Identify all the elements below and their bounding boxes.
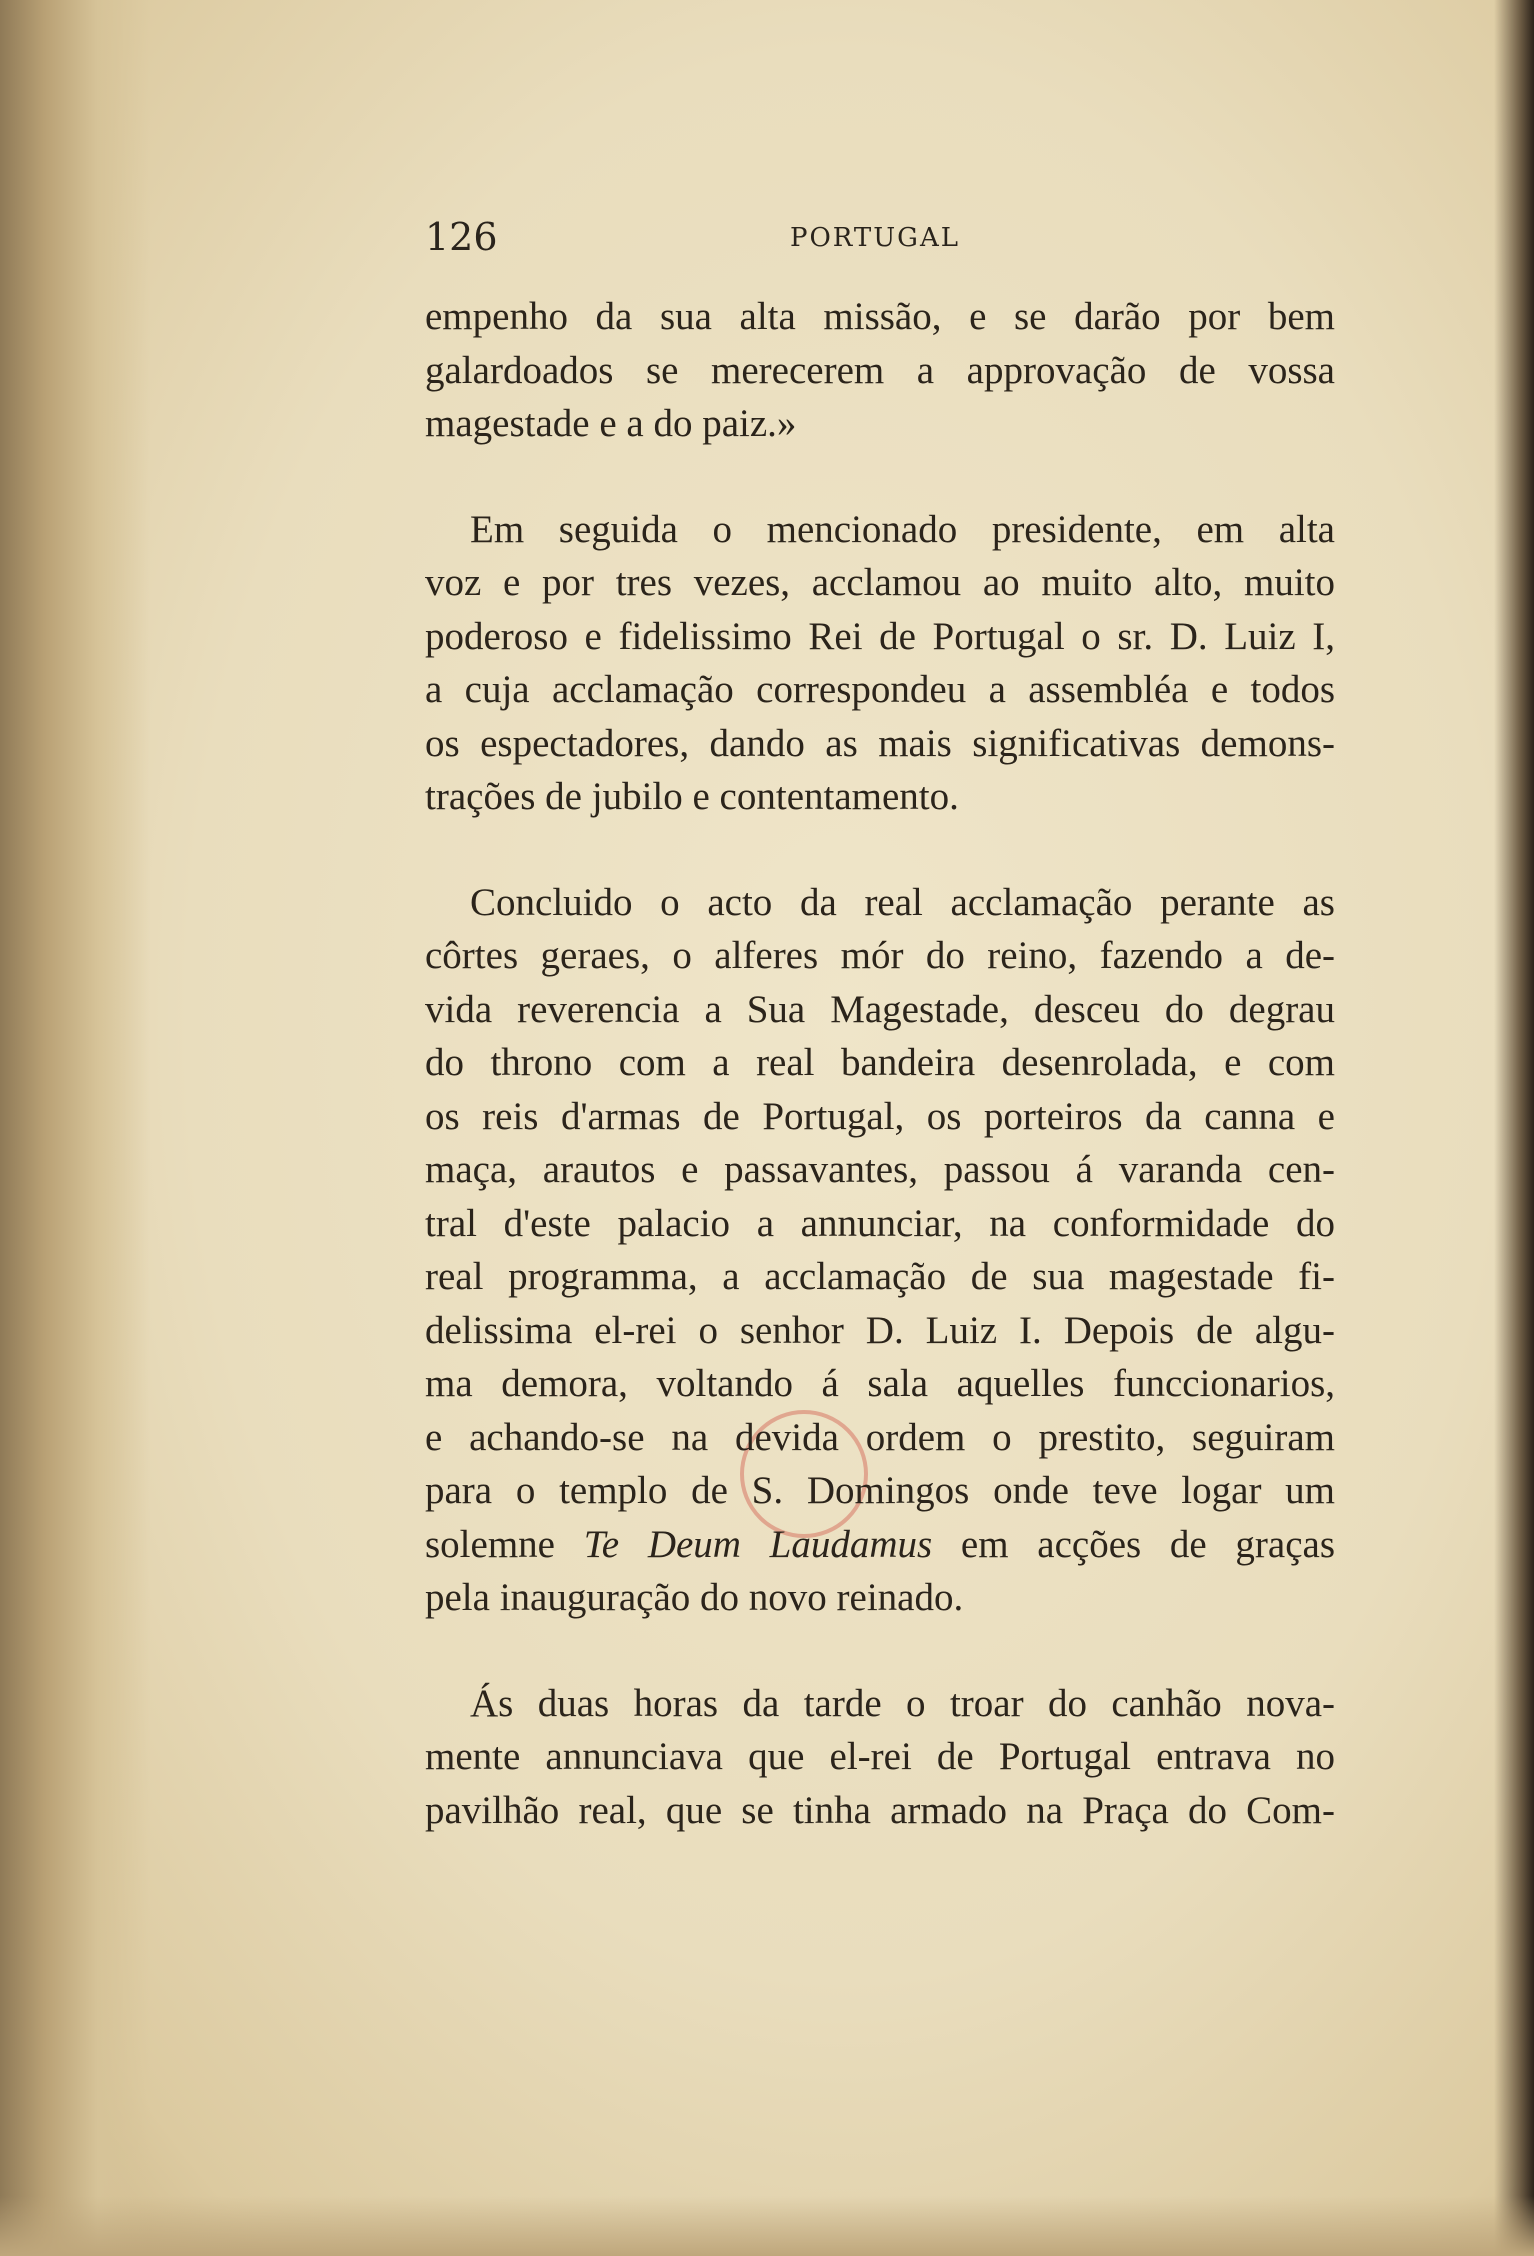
text-line: os reis d'armas de Portugal, os porteiros da canna e: [425, 1094, 1335, 1138]
text-line: poderoso e fidelissimo Rei de Portugal o sr. D. Luiz I,: [425, 614, 1335, 658]
text-line: Em seguida o mencionado presidente, em alta: [470, 507, 1335, 551]
text-line: magestade e a do paiz.»: [425, 402, 797, 445]
text-fragment: em acções de graças: [932, 1522, 1335, 1566]
text-line: mente annunciava que el-rei de Portugal entrava no: [425, 1735, 1335, 1778]
paragraph-3: [425, 876, 1335, 1625]
page-header: [425, 215, 1335, 265]
page-number: 126: [425, 215, 498, 259]
text-line: vida reverencia a Sua Magestade, desceu do degrau: [425, 987, 1335, 1031]
page-left-edge-shadow: [0, 0, 150, 2256]
text-line: real programma, a acclamação de sua magestade fi-: [425, 1255, 1335, 1298]
text-line: voz e por tres vezes, acclamou ao muito alto, muito: [425, 561, 1335, 604]
text-line: empenho da sua alta missão, e se darão por bem: [425, 295, 1335, 338]
paragraph-4: [425, 1677, 1335, 1838]
text-line: a cuja acclamação correspondeu a assembléa e todos: [425, 668, 1335, 711]
text-line: trações de jubilo e contentamento.: [425, 775, 959, 818]
text-line: ma demora, voltando á sala aquelles funccionarios,: [425, 1362, 1335, 1405]
text-line: do throno com a real bandeira desenrolada, e com: [425, 1041, 1335, 1084]
running-title: PORTUGAL: [790, 223, 960, 253]
text-line: e achando-se na devida ordem o prestito, seguiram: [425, 1415, 1335, 1459]
text-line: para o templo de S. Domingos onde teve logar um: [425, 1469, 1335, 1512]
text-fragment: solemne: [425, 1522, 584, 1566]
text-line: pavilhão real, que se tinha armado na Praça do Com-: [425, 1788, 1335, 1832]
text-line: tral d'este palacio a annunciar, na conformidade do: [425, 1201, 1335, 1245]
text-line: pela inauguração do novo reinado.: [425, 1576, 964, 1619]
text-line: côrtes geraes, o alferes mór do reino, fazendo a de-: [425, 934, 1335, 977]
text-line: galardoados se merecerem a approvação de vossa: [425, 348, 1335, 392]
text-line: delissima el-rei o senhor D. Luiz I. Depois de algu-: [425, 1308, 1335, 1352]
page-bottom-edge-shadow: [0, 2196, 1534, 2256]
paragraph-1: [425, 290, 1335, 451]
text-line: maça, arautos e passavantes, passou á varanda cen-: [425, 1148, 1335, 1191]
text-line: Ás duas horas da tarde o troar do canhão nova-: [470, 1681, 1335, 1725]
text-line-with-italic: [425, 1518, 1335, 1572]
text-line: Concluido o acto da real acclamação perante as: [470, 880, 1335, 924]
italic-phrase: Te Deum Laudamus: [583, 1522, 933, 1566]
text-line: os espectadores, dando as mais significativas demons-: [425, 721, 1335, 765]
paragraph-2: [425, 503, 1335, 824]
page-right-edge-shadow: [1494, 0, 1534, 2256]
page-body-text: [425, 290, 1335, 1889]
